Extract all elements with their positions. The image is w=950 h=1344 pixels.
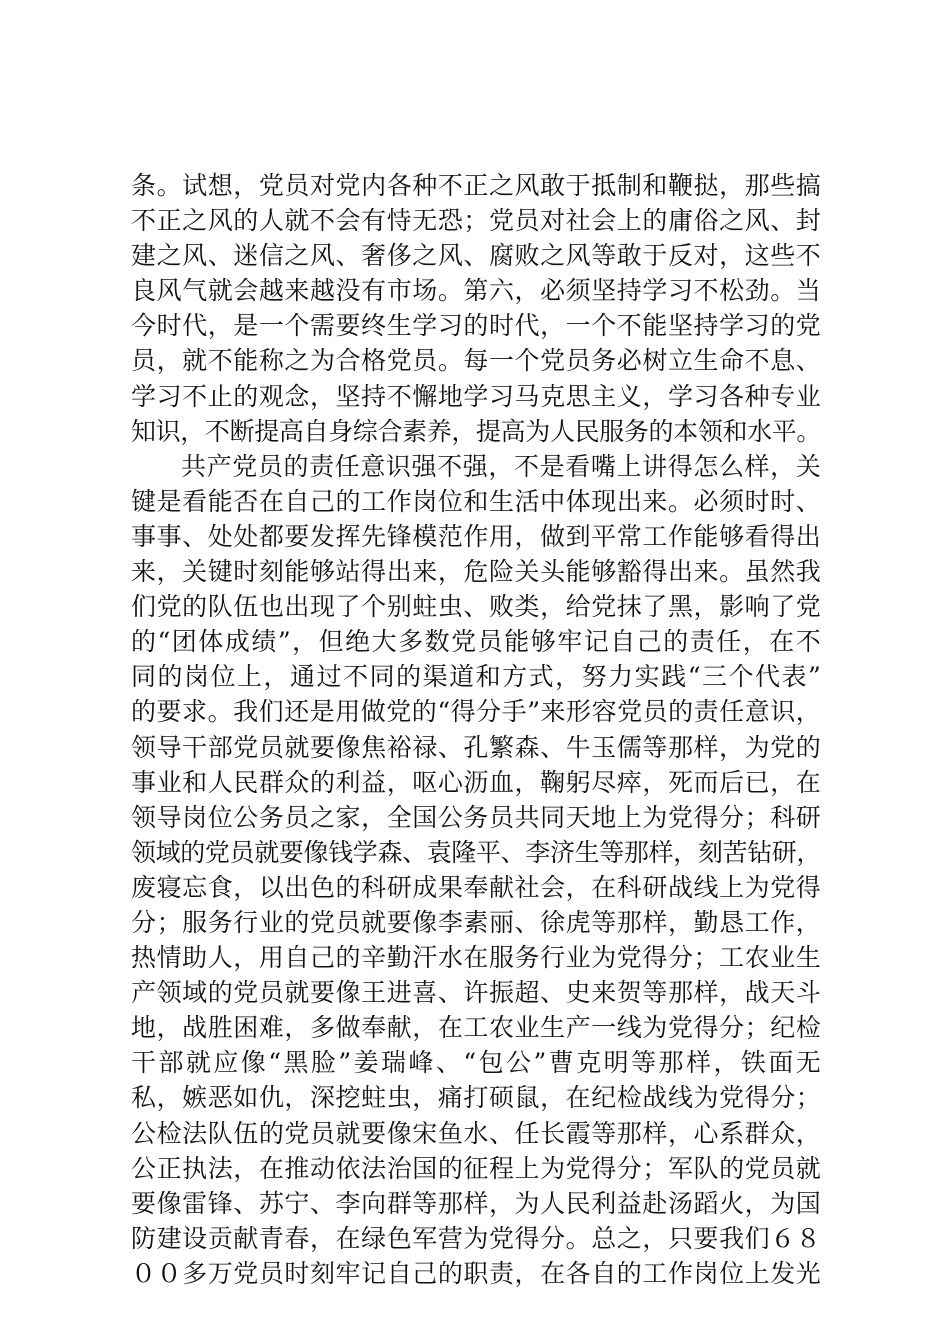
text-line: 公检法队伍的党员就要像宋鱼水、任长霞等那样，心系群众， bbox=[131, 1118, 821, 1148]
text-line: 学习不止的观念，坚持不懈地学习马克思主义，学习各种专业 bbox=[131, 381, 821, 411]
text-line: 公正执法，在推动依法治国的征程上为党得分；军队的党员就 bbox=[131, 1153, 821, 1183]
text-line: 私，嫉恶如仇，深挖蛀虫，痛打硕鼠，在纪检战线为党得分； bbox=[131, 1083, 821, 1113]
text-line: 不正之风的人就不会有恃无恐；党员对社会上的庸俗之风、封 bbox=[131, 206, 821, 236]
text-line: 条。试想，党员对党内各种不正之风敢于抵制和鞭挞，那些搞 bbox=[131, 171, 821, 200]
text-line: 员，就不能称之为合格党员。每一个党员务必树立生命不息、 bbox=[131, 346, 821, 376]
text-line: 热情助人，用自己的辛勤汗水在服务行业为党得分；工农业生 bbox=[131, 943, 821, 973]
text-line: 良风气就会越来越没有市场。第六，必须坚持学习不松劲。当 bbox=[131, 276, 821, 306]
text-line: 废寝忘食，以出色的科研成果奉献社会，在科研战线上为党得 bbox=[131, 872, 821, 902]
text-line: 地，战胜困难，多做奉献，在工农业生产一线为党得分；纪检 bbox=[131, 1013, 821, 1043]
text-line: 的要求。我们还是用做党的“得分手”来形容党员的责任意识， bbox=[131, 697, 821, 727]
text-line: 键是看能否在自己的工作岗位和生活中体现出来。必须时时、 bbox=[131, 486, 821, 516]
text-line: 领导岗位公务员之家，全国公务员共同天地上为党得分；科研 bbox=[131, 802, 821, 832]
text-line: 领导干部党员就要像焦裕禄、孔繁森、牛玉儒等那样，为党的 bbox=[131, 732, 821, 762]
text-line: 知识，不断提高自身综合素养，提高为人民服务的本领和水平。 bbox=[131, 416, 821, 446]
text-line: 防建设贡献青春，在绿色军营为党得分。总之，只要我们６８ bbox=[131, 1223, 821, 1253]
text-line: 事事、处处都要发挥先锋模范作用，做到平常工作能够看得出 bbox=[131, 521, 821, 551]
text-line: 今时代，是一个需要终生学习的时代，一个不能坚持学习的党 bbox=[131, 311, 821, 341]
text-line: 们党的队伍也出现了个别蛀虫、败类，给党抹了黑，影响了党 bbox=[131, 592, 821, 622]
text-line: 建之风、迷信之风、奢侈之风、腐败之风等敢于反对，这些不 bbox=[131, 241, 821, 271]
paragraph-first-line: 共产党员的责任意识强不强，不是看嘴上讲得怎么样，关 bbox=[181, 451, 821, 481]
text-line: 领域的党员就要像钱学森、袁隆平、李济生等那样，刻苦钻研， bbox=[131, 837, 821, 867]
body-text bbox=[131, 168, 821, 1291]
text-line: 分；服务行业的党员就要像李素丽、徐虎等那样，勤恳工作， bbox=[131, 907, 821, 937]
text-line: 产领域的党员就要像王进喜、许振超、史来贺等那样，战天斗 bbox=[131, 978, 821, 1008]
text-line: 事业和人民群众的利益，呕心沥血，鞠躬尽瘁，死而后已，在 bbox=[131, 767, 821, 797]
text-line: 要像雷锋、苏宁、李向群等那样，为人民利益赴汤蹈火，为国 bbox=[131, 1188, 821, 1218]
text-line: 的“团体成绩”，但绝大多数党员能够牢记自己的责任，在不 bbox=[131, 627, 821, 657]
text-line: 来，关键时刻能够站得出来，危险关头能够豁得出来。虽然我 bbox=[131, 557, 821, 587]
text-line: ００多万党员时刻牢记自己的职责，在各自的工作岗位上发光 bbox=[131, 1258, 821, 1288]
text-line: 同的岗位上，通过不同的渠道和方式，努力实践“三个代表” bbox=[131, 662, 821, 692]
text-line: 干部就应像“黑脸”姜瑞峰、“包公”曹克明等那样，铁面无 bbox=[131, 1048, 821, 1078]
